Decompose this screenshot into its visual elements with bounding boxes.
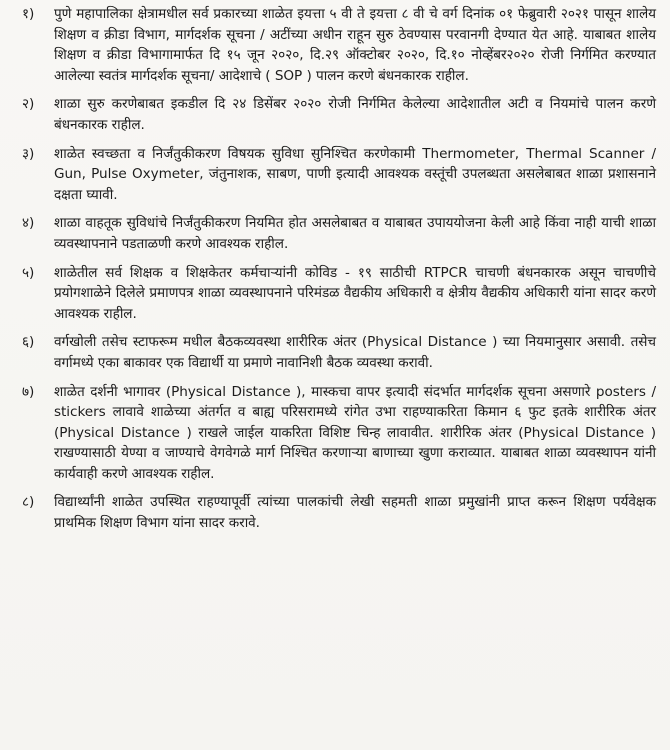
list-item-2	[8, 94, 656, 135]
list-item-8	[8, 492, 656, 533]
item-number: ६)	[22, 334, 35, 351]
list-item-1	[8, 4, 656, 86]
item-number: २)	[22, 96, 35, 113]
list-item-3	[8, 144, 656, 206]
item-number: ७)	[22, 383, 35, 400]
list-item-5	[8, 263, 656, 325]
item-text: शाळा वाहतूक सुविधांचे निर्जंतुकीकरण नियमित होत असलेबाबत व याबाबत उपाययोजना केली आहे किंवा नाही याची शाळा व्यवस्थापनाने पडताळणी करणे आवश्यक राहील.	[54, 215, 656, 252]
item-text: शाळेत दर्शनी भागावर (Physical Distance ), मास्कचा वापर इत्यादी संदर्भात मार्गदर्शक सूचना असणारे posters / stickers लावावे शाळेच्या अंतर्गत व बाह्य परिसरामध्ये रांगेत उभा राहण्याकरिता किमान ६ फुट इतके शारीरिक अंतर (Physical Distance ) राखले जाईल याकरिता विशिष्ट चिन्ह लावावीत. शारीरिक अंतर (Physical Distance ) राखण्यासाठी येण्या व जाण्याचे वेगवेगळे मार्ग निश्चित करणाऱ्या बाणाच्या खुणा कराव्यात. याबाबत शाळा व्यवस्थापन यांनी कार्यवाही करणे आवश्यक राहील.	[54, 383, 656, 482]
item-text: पुणे महापालिका क्षेत्रामधील सर्व प्रकारच्या शाळेत इयत्ता ५ वी ते इयत्ता ८ वी चे वर्ग दिनांक ०१ फेब्रुवारी २०२१ पासून शालेय शिक्षण व क्रीडा विभाग, मार्गदर्शक सूचना / अटींच्या अधीन राहून सुरु ठेवण्यास परवानगी देण्यात येत आहे. याबाबत शालेय शिक्षण व क्रीडा विभागामार्फत दि १५ जून २०२०, दि.२९ ऑक्टोबर २०२०, दि.१० नोव्हेंबर२०२० रोजी निर्गमित करण्यात आलेल्या स्वतंत्र मार्गदर्शक सूचना/ आदेशाचे ( SOP ) पालन करणे बंधनकारक राहील.	[54, 6, 656, 84]
item-number: ४)	[22, 215, 35, 232]
item-text: शाळेतील सर्व शिक्षक व शिक्षकेतर कर्मचाऱ्यांनी कोविड - १९ साठीची RTPCR चाचणी बंधनकारक असून चाचणीचे प्रयोगशाळेने दिलेले प्रमाणपत्र शाळा व्यवस्थापनाने परिमंडळ वैद्यकीय अधिकारी व क्षेत्रीय वैद्यकीय अधिकारी यांना सादर करणे आवश्यक राहील.	[54, 264, 656, 322]
item-number: १)	[22, 6, 35, 22]
item-text: वर्गखोली तसेच स्टाफरूम मधील बैठकव्यवस्था शारीरिक अंतर (Physical Distance ) च्या नियमानुसार असावी. तसेच वर्गामध्ये एका बाकावर एक विद्यार्थी या प्रमाणे नावानिशी बैठक व्यवस्था करावी.	[54, 334, 656, 371]
list-item-4	[8, 213, 656, 254]
item-number: ३)	[22, 145, 35, 162]
item-number: ५)	[22, 264, 35, 281]
item-text: शाळेत स्वच्छता व निर्जंतुकीकरण विषयक सुविधा सुनिश्चित करणेकामी Thermometer, Thermal Scanner / Gun, Pulse Oxymeter, जंतुनाशक, साबण, पाणी इत्यादी आवश्यक वस्तूंची उपलब्धता असलेबाबत शाळा प्रशासनाने दक्षता घ्यावी.	[54, 145, 656, 203]
item-number: ८)	[22, 494, 35, 511]
list-item-7	[8, 382, 656, 485]
item-text: शाळा सुरु करणेबाबत इकडील दि २४ डिसेंबर २०२० रोजी निर्गमित केलेल्या आदेशातील अटी व नियमांचे पालन करणे बंधनकारक राहील.	[54, 96, 656, 133]
list-item-6	[8, 332, 656, 373]
item-text: विद्यार्थ्यांनी शाळेत उपस्थित राहण्यापूर्वी त्यांच्या पालकांची लेखी सहमती शाळा प्रमुखांनी प्राप्त करून शिक्षण पर्यवेक्षक प्राथमिक शिक्षण विभाग यांना सादर करावे.	[54, 494, 656, 532]
